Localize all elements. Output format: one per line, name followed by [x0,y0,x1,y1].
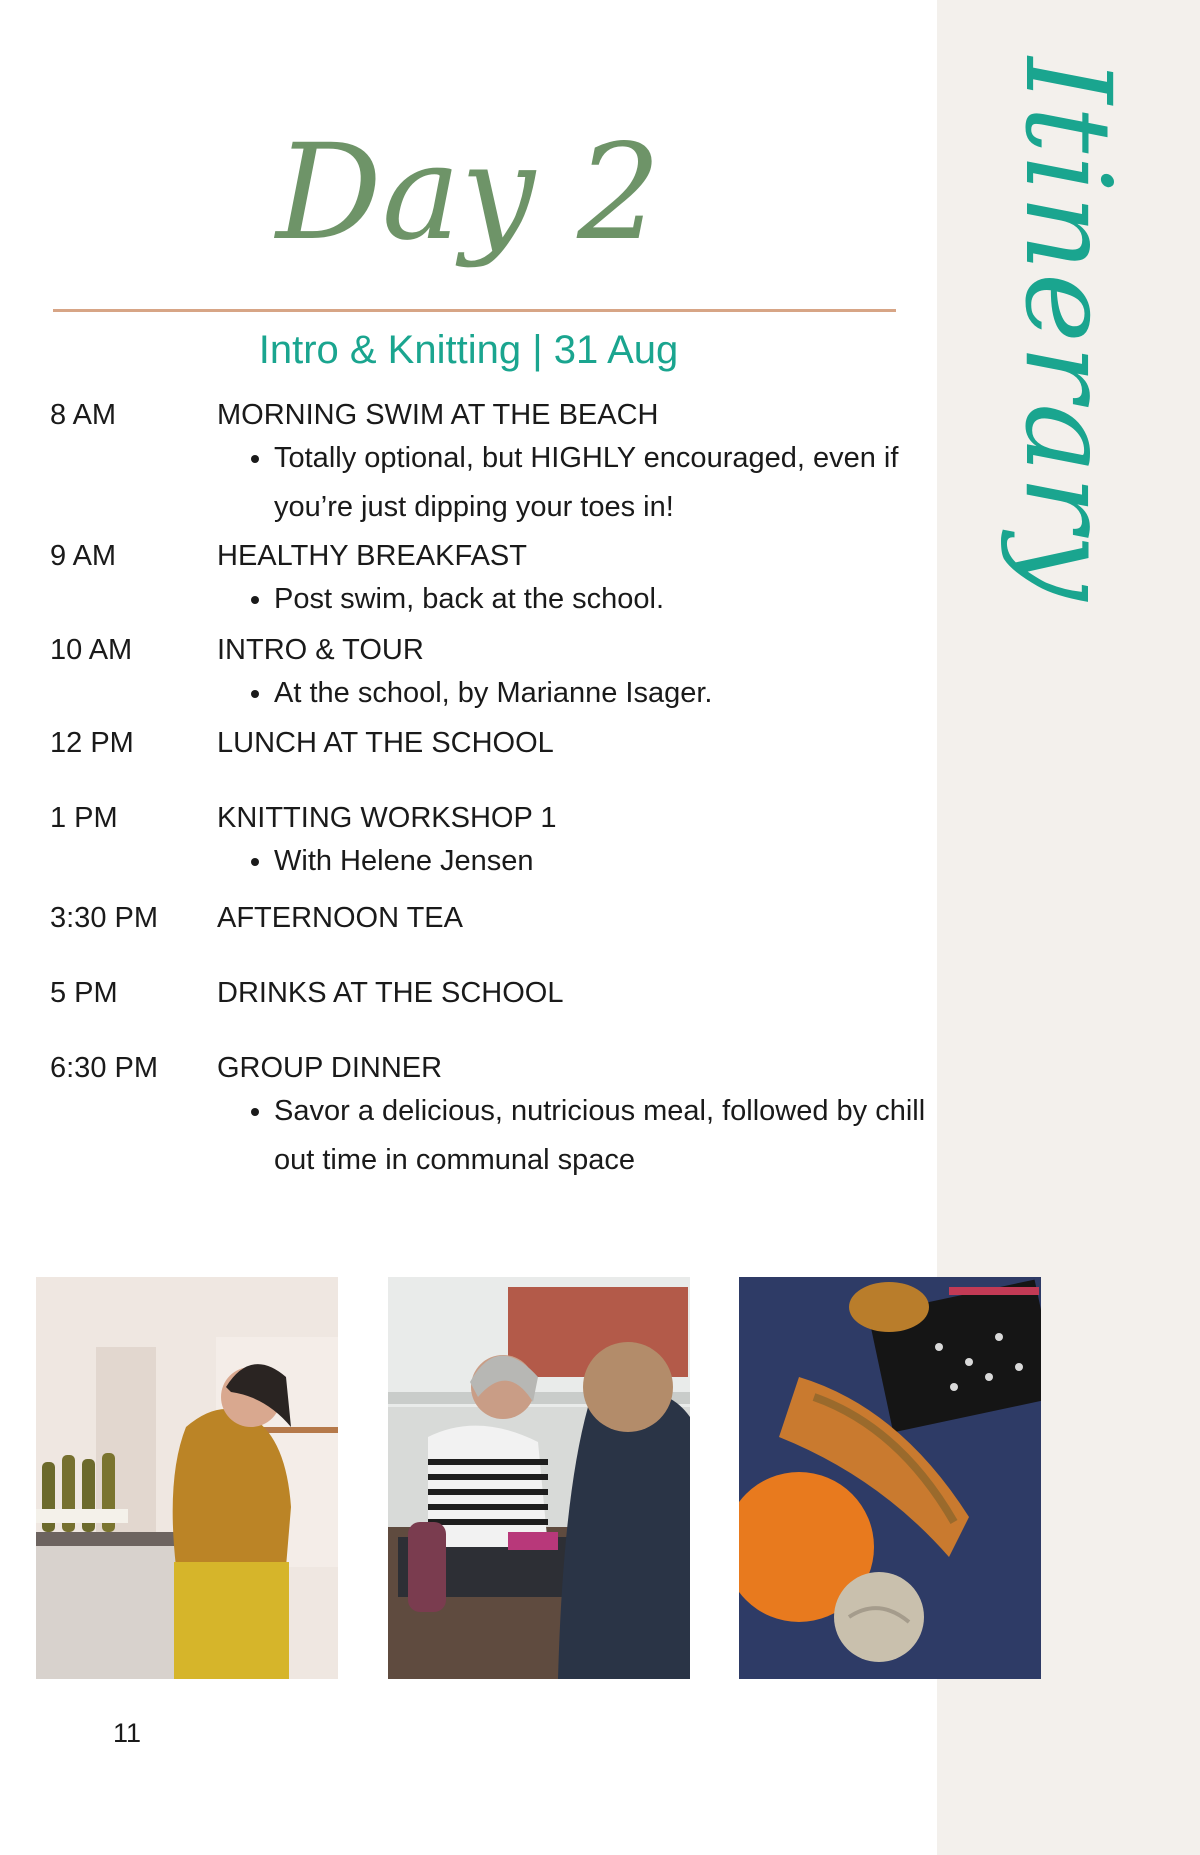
schedule-event: DRINKS AT THE SCHOOL [217,977,564,1009]
page-subtitle: Intro & Knitting | 31 Aug [258,328,679,372]
schedule-time: 12 PM [50,727,134,759]
schedule-time: 3:30 PM [50,902,158,934]
schedule-time: 5 PM [50,977,118,1009]
schedule-notes [243,837,954,886]
schedule-note: • Post swim, back at the school. [274,575,954,624]
schedule-time: 1 PM [50,802,118,834]
schedule-time: 8 AM [50,399,117,431]
schedule-notes [243,669,954,718]
schedule-notes [243,434,954,531]
schedule-event: KNITTING WORKSHOP 1 [217,802,557,834]
schedule-event: GROUP DINNER [217,1052,443,1084]
page-title: Day 2 [275,116,662,270]
schedule-note: • Totally optional, but HIGHLY encouraged, even if you’re just dipping your toes in! [274,434,954,531]
schedule-event: AFTERNOON TEA [217,902,463,934]
page-number: 11 [113,1718,142,1748]
schedule-event: INTRO & TOUR [217,634,424,666]
schedule-time: 6:30 PM [50,1052,158,1084]
schedule-note: • With Helene Jensen [274,837,954,886]
schedule-note: • Savor a delicious, nutricious meal, followed by chill out time in communal space [274,1087,954,1184]
schedule-time: 9 AM [50,540,117,572]
schedule-time: 10 AM [50,634,133,666]
schedule-event: LUNCH AT THE SCHOOL [217,727,554,759]
schedule-event: HEALTHY BREAKFAST [217,540,527,572]
schedule-notes [243,1087,954,1184]
schedule-event: MORNING SWIM AT THE BEACH [217,399,659,431]
photo-knitting-table [388,1277,690,1679]
sidebar-title: Itinerary [999,57,1137,603]
photo-wine-bottles [36,1277,338,1679]
schedule-note: • At the school, by Marianne Isager. [274,669,954,718]
schedule-notes [243,575,954,624]
photo-yarn-knitting [739,1277,1041,1679]
